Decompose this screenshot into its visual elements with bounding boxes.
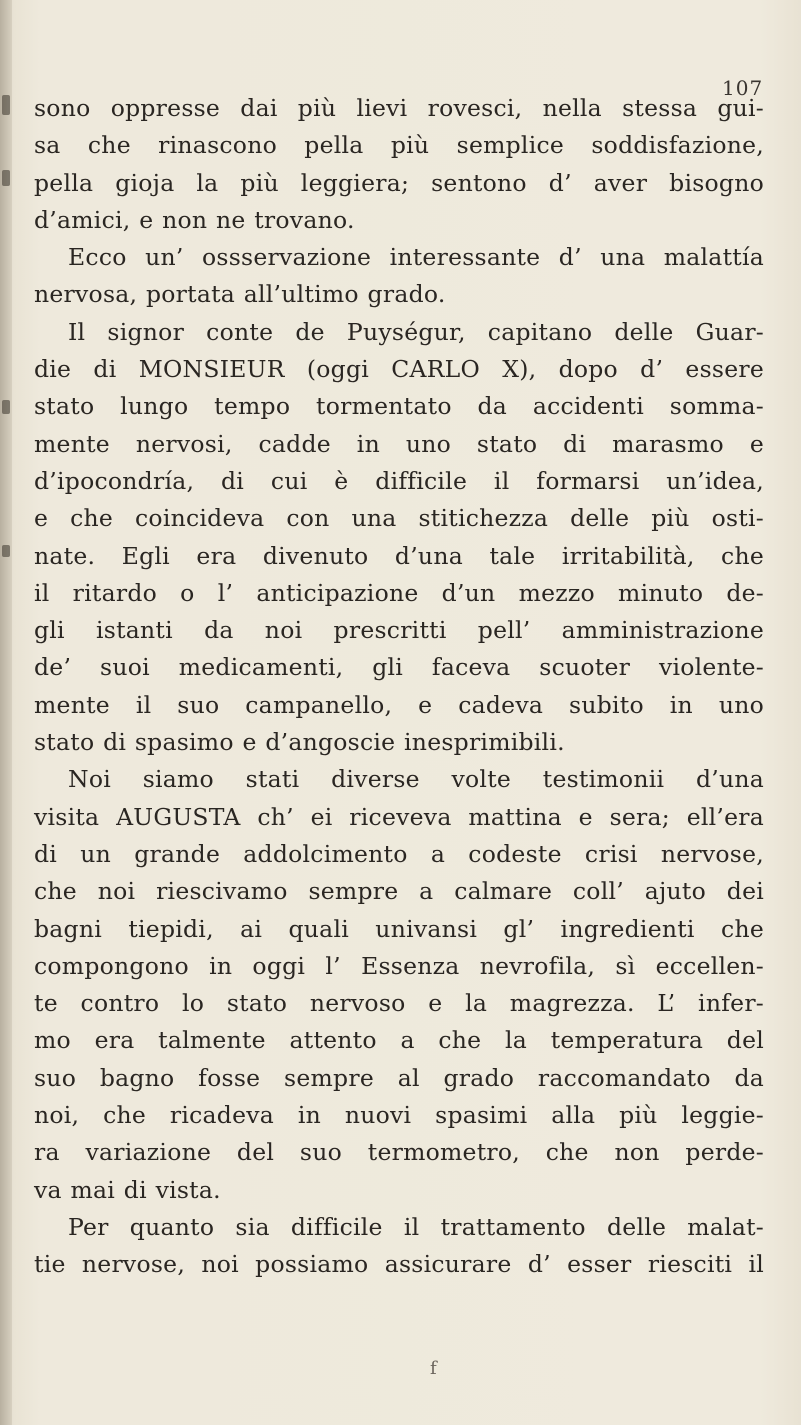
text-line: noi, che ricadeva in nuovi spasimi alla più leggie- (34, 1101, 764, 1130)
text-line: pella gioja la più leggiera; sentono d’ aver bisogno (34, 168, 764, 197)
margin-mark (2, 170, 10, 186)
text-line: mente il suo campanello, e cadeva subito in uno (34, 690, 764, 719)
text-line: suo bagno fosse sempre al grado raccomandato da (34, 1063, 764, 1092)
text-line: sa che rinascono pella più semplice soddisfazione, (34, 131, 764, 160)
margin-mark (2, 400, 10, 414)
text-line: Noi siamo stati diverse volte testimonii d’una (68, 765, 764, 794)
text-line: mo era talmente attento a che la temperatura del (34, 1026, 764, 1055)
text-line: tie nervose, noi possiamo assicurare d’ esser riesciti il (34, 1250, 764, 1279)
text-line: die di MONSIEUR (oggi CARLO X), dopo d’ essere (34, 355, 764, 384)
text-line: compongono in oggi l’ Essenza nevrofila, sì eccellen- (34, 951, 764, 980)
text-line: stato di spasimo e d’angoscie inesprimibili. (34, 728, 565, 757)
text-line: visita AUGUSTA ch’ ei riceveva mattina e sera; ell’era (34, 802, 764, 831)
text-line: il ritardo o l’ anticipazione d’un mezzo minuto de- (34, 578, 764, 607)
body-text (34, 90, 764, 1284)
text-line: stato lungo tempo tormentato da accidenti somma- (34, 392, 764, 421)
text-line: te contro lo stato nervoso e la magrezza. L’ infer- (34, 989, 764, 1018)
text-line: nervosa, portata all’ultimo grado. (34, 280, 446, 309)
text-line: di un grande addolcimento a codeste crisi nervose, (34, 839, 764, 868)
page-number: 107 (722, 76, 764, 100)
text-line: che noi riescivamo sempre a calmare coll’ ajuto dei (34, 877, 764, 906)
text-line: d’amici, e non ne trovano. (34, 205, 355, 234)
text-line: ra variazione del suo termometro, che non perde- (34, 1138, 764, 1167)
text-line: gli istanti da noi prescritti pell’ amministrazione (34, 616, 764, 645)
text-line: e che coincideva con una stitichezza delle più osti- (34, 504, 764, 533)
text-line: mente nervosi, cadde in uno stato di marasmo e (34, 429, 764, 458)
text-line: de’ suoi medicamenti, gli faceva scuoter violente- (34, 653, 764, 682)
binding-edge (0, 0, 12, 1425)
text-line: nate. Egli era divenuto d’una tale irritabilità, che (34, 541, 764, 570)
text-line: Per quanto sia difficile il trattamento delle malat- (68, 1212, 764, 1241)
text-line: bagni tiepidi, ai quali univansi gl’ ingredienti che (34, 914, 764, 943)
bottom-mark: f (430, 1358, 437, 1379)
text-line: va mai di vista. (34, 1175, 221, 1204)
text-line: d’ipocondría, di cui è difficile il formarsi un’idea, (34, 466, 764, 495)
text-line: Ecco un’ ossservazione interessante d’ una malattía (68, 243, 764, 272)
text-line: Il signor conte de Puységur, capitano delle Guar- (68, 317, 764, 346)
text-line: sono oppresse dai più lievi rovesci, nella stessa gui- (34, 94, 764, 122)
margin-mark (2, 95, 10, 115)
margin-mark (2, 545, 10, 557)
